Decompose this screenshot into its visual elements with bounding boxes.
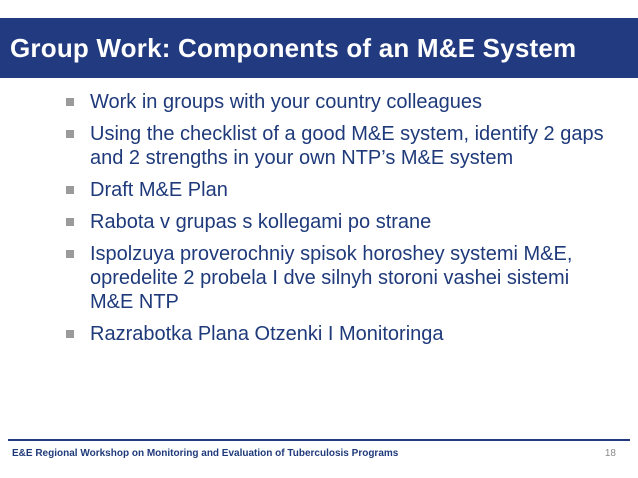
footer-text: E&E Regional Workshop on Monitoring and Evaluation of Tuberculosis Programs: [12, 448, 399, 459]
bullet-item: [66, 322, 606, 346]
bullet-text: Rabota v grupas s kollegami po strane: [90, 211, 432, 233]
bullet-list: [66, 90, 606, 354]
slide-title: Group Work: Components of an M&E System: [10, 32, 577, 63]
square-bullet-icon: [66, 130, 74, 138]
bullet-text: Ispolzuya proverochniy spisok horoshey systemi M&E, opredelite 2 probela I dve silnyh storoni vashei sistemi M&E NTP: [90, 243, 573, 313]
bullet-item: [66, 242, 606, 314]
bullet-item: [66, 122, 606, 170]
page-number: 18: [604, 448, 616, 459]
bullet-text: Draft M&E Plan: [90, 179, 228, 201]
square-bullet-icon: [66, 330, 74, 338]
square-bullet-icon: [66, 250, 74, 258]
square-bullet-icon: [66, 186, 74, 194]
bullet-item: [66, 178, 606, 202]
footer-divider: [8, 439, 630, 441]
bullet-text: Work in groups with your country colleagues: [90, 91, 483, 113]
square-bullet-icon: [66, 218, 74, 226]
bullet-item: [66, 210, 606, 234]
bullet-text: Using the checklist of a good M&E system, identify 2 gaps and 2 strengths in your own NTP’s M&E system: [90, 123, 604, 169]
title-bar: [0, 18, 638, 78]
bullet-item: [66, 90, 606, 114]
square-bullet-icon: [66, 98, 74, 106]
bullet-text: Razrabotka Plana Otzenki I Monitoringa: [90, 323, 444, 345]
